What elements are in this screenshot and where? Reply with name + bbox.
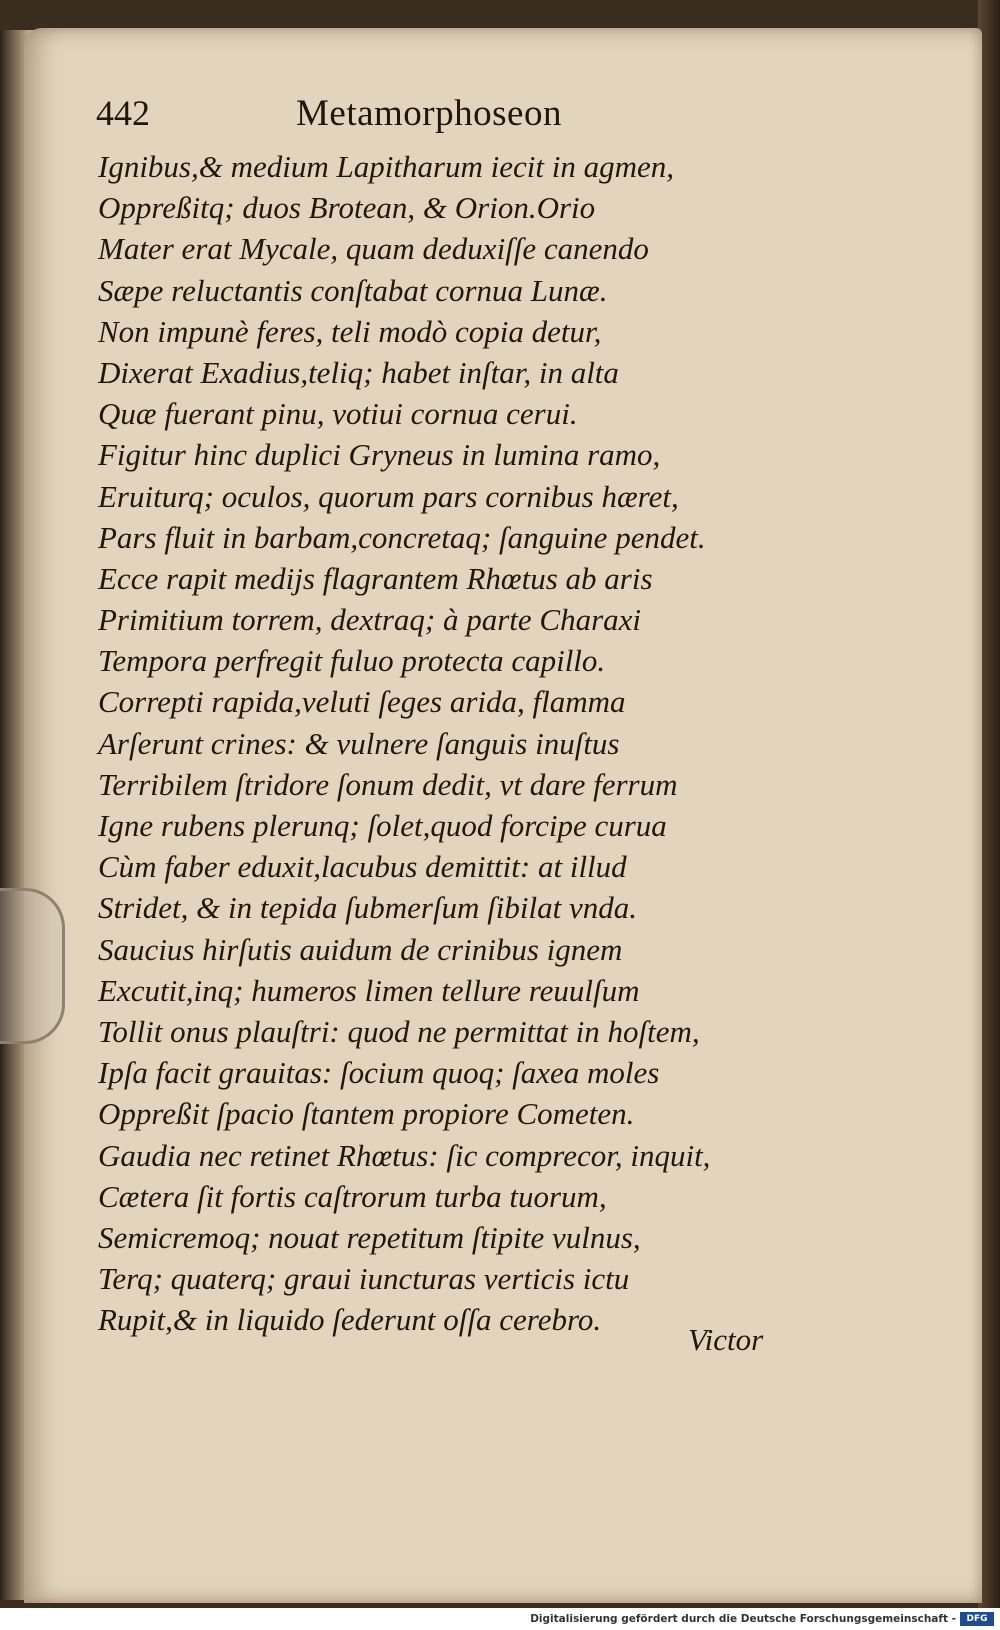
verse-line: Oppreßitq; duos Brotean, & Orion.Orio	[98, 190, 596, 226]
verse-line: Gaudia nec retinet Rhœtus: ſic comprecor, inquit,	[98, 1137, 711, 1173]
verse-line: Dixerat Exadius,teliq; habet inſtar, in alta	[98, 354, 619, 390]
verse-line: Correpti rapida,veluti ſeges arida, flamma	[98, 684, 626, 720]
verse-line: Terq; quaterq; graui iuncturas verticis ictu	[98, 1261, 630, 1297]
verse-line: Sæpe reluctantis conſtabat cornua Lunæ.	[98, 272, 608, 308]
verse-line: Quæ fuerant pinu, votiui cornua cerui.	[98, 396, 578, 432]
verse-line: Ecce rapit medijs flagrantem Rhœtus ab aris	[98, 560, 653, 596]
verse-line: Excutit,inq; humeros limen tellure reuulſum	[98, 972, 640, 1008]
verse-line: Pars fluit in barbam,concretaq; ſanguine pendet.	[98, 519, 706, 555]
catchword: Victor	[688, 1322, 764, 1357]
verse-line: Eruiturq; oculos, quorum pars cornibus hæret,	[98, 478, 679, 514]
verse-line: Saucius hirſutis auidum de crinibus ignem	[98, 931, 623, 967]
verse-line: Igne rubens plerunq; ſolet,quod forcipe curua	[98, 808, 667, 843]
verse-line: Arſerunt crines: & vulnere ſanguis inuſtus	[98, 725, 620, 761]
verse-line: Terribilem ſtridore ſonum dedit, vt dare ferrum	[98, 766, 678, 802]
verse-block	[98, 146, 798, 1340]
dfg-logo: DFG	[960, 1612, 994, 1626]
page-clip	[0, 888, 65, 1044]
digitization-credit: Digitalisierung gefördert durch die Deutsche Forschungsgemeinschaft -	[530, 1613, 956, 1625]
verse-line: Tempora perfregit fuluo protecta capillo.	[98, 643, 606, 679]
verse-line: Rupit,& in liquido ſederunt oſſa cerebro.	[98, 1302, 602, 1338]
verse-line: Figitur hinc duplici Gryneus in lumina ramo,	[98, 437, 661, 473]
verse-line: Stridet, & in tepida ſubmerſum ſibilat vnda.	[98, 890, 638, 926]
verse-line: Cætera ſit fortis caſtrorum turba tuorum,	[98, 1178, 607, 1214]
page-number: 442	[96, 93, 150, 133]
verse-line: Tollit onus plauſtri: quod ne permittat in hoſtem,	[98, 1013, 700, 1049]
page-header	[96, 92, 796, 136]
verse-line: Mater erat Mycale, quam deduxiſſe canendo	[98, 231, 649, 267]
verse-line: Semicremoq; nouat repetitum ſtipite vulnus,	[98, 1219, 641, 1255]
verse-line: Ipſa facit grauitas: ſocium quoq; ſaxea moles	[98, 1055, 660, 1091]
verse-line: Cùm faber eduxit,lacubus demittit: at illud	[98, 849, 627, 885]
verse-line: Ignibus,& medium Lapitharum iecit in agmen,	[98, 149, 675, 184]
verse-line: Primitium torrem, dextraq; à parte Charaxi	[98, 602, 642, 638]
verse-line: Non impunè feres, teli modò copia detur,	[98, 313, 602, 349]
running-title: Metamorphoseon	[296, 93, 562, 134]
verse-line: Oppreßit ſpacio ſtantem propiore Cometen.	[98, 1096, 635, 1132]
